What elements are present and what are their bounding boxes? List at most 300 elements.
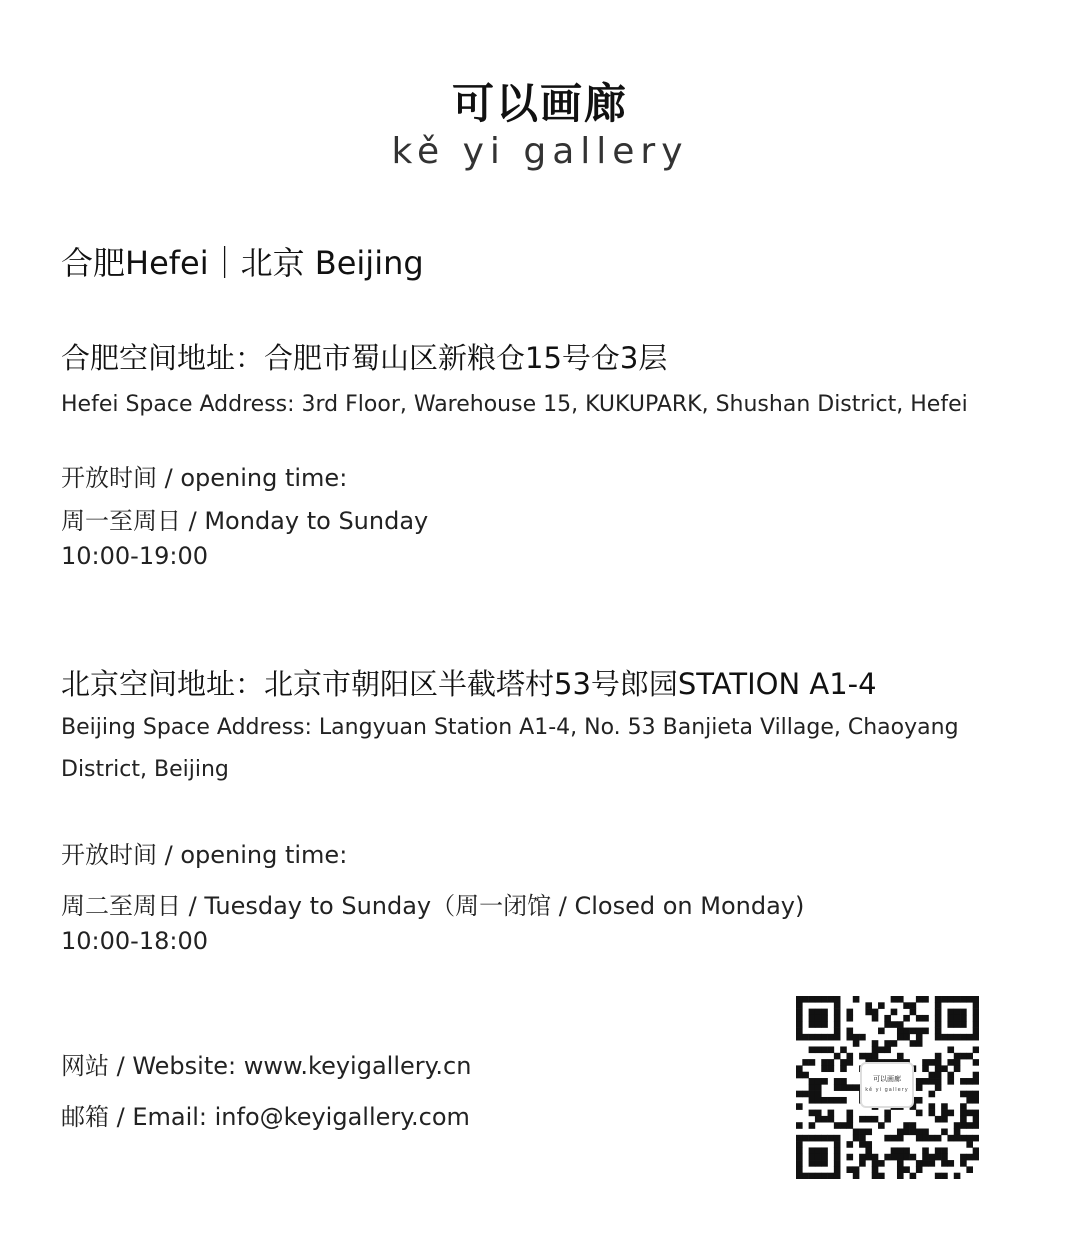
qr-module [929, 1103, 936, 1110]
qr-module [872, 1015, 879, 1022]
qr-module [954, 1021, 961, 1028]
qr-module [796, 1072, 803, 1079]
qr-module [891, 1040, 898, 1047]
qr-module [947, 1015, 954, 1022]
qr-module [846, 1028, 853, 1035]
qr-module [859, 1135, 866, 1142]
qr-module [809, 996, 816, 1003]
qr-module [796, 1009, 803, 1016]
qr-module [935, 1084, 942, 1091]
qr-module [960, 1009, 967, 1016]
qr-module [935, 1028, 942, 1035]
qr-module [884, 1046, 891, 1053]
qr-module [935, 1065, 942, 1072]
qr-module [809, 1135, 816, 1142]
qr-module [821, 1160, 828, 1167]
beijing-opening-hours: 10:00-18:00 [61, 927, 208, 955]
qr-module [865, 1002, 872, 1009]
qr-module [815, 1116, 822, 1123]
qr-module [973, 1147, 979, 1154]
qr-module [834, 1002, 841, 1009]
qr-module [954, 1059, 961, 1066]
qr-module [802, 1072, 809, 1079]
qr-module [973, 1097, 979, 1104]
qr-module [973, 1091, 979, 1098]
qr-module [884, 1116, 891, 1123]
qr-module [941, 1154, 948, 1161]
qr-module [954, 1122, 961, 1129]
gallery-logo [0, 78, 1080, 174]
qr-module [815, 1078, 822, 1085]
qr-module [859, 1154, 866, 1161]
qr-module [960, 1110, 967, 1117]
qr-module [846, 1009, 853, 1016]
qr-module [834, 1097, 841, 1104]
qr-module [954, 996, 961, 1003]
qr-module [828, 1034, 835, 1041]
qr-module [815, 1015, 822, 1022]
qr-module [815, 1147, 822, 1154]
qr-module [878, 1122, 885, 1129]
qr-module [828, 1173, 835, 1179]
qr-module [834, 1147, 841, 1154]
qr-module [973, 1059, 979, 1066]
qr-module [859, 1116, 866, 1123]
qr-module [846, 1154, 853, 1161]
qr-module [947, 1059, 954, 1066]
qr-module [916, 1034, 923, 1041]
qr-module [916, 1160, 923, 1167]
qr-module [821, 1065, 828, 1072]
qr-module [840, 1122, 847, 1129]
qr-module [916, 1015, 923, 1022]
qr-module [859, 1053, 866, 1060]
qr-module [828, 996, 835, 1003]
qr-module [859, 1141, 866, 1148]
qr-module [834, 1141, 841, 1148]
qr-module [815, 1160, 822, 1167]
qr-module [966, 1122, 973, 1129]
beijing-address-en: Beijing Space Address: Langyuan Station A1-4, No. 53 Banjieta Village, Chaoyang District, Beijing [61, 715, 959, 782]
qr-module [929, 1154, 936, 1161]
qr-module [859, 1160, 866, 1167]
qr-module [821, 1116, 828, 1123]
hefei-address-cn: 合肥空间地址：合肥市蜀山区新粮仓15号仓3层 [61, 341, 668, 375]
qr-module [809, 1078, 816, 1085]
qr-center-english: kě yi gallery [865, 1087, 909, 1093]
qr-module [802, 996, 809, 1003]
qr-module [878, 1160, 885, 1167]
qr-module [821, 1021, 828, 1028]
qr-module [929, 1072, 936, 1079]
qr-module [815, 1034, 822, 1041]
qr-module [941, 1065, 948, 1072]
qr-module [834, 1122, 841, 1129]
qr-module [796, 1065, 803, 1072]
qr-module [796, 1166, 803, 1173]
qr-module [916, 1028, 923, 1035]
qr-module [872, 1053, 879, 1060]
qr-module [872, 1116, 879, 1123]
qr-module [916, 1135, 923, 1142]
qr-module [872, 1040, 879, 1047]
qr-module [821, 1059, 828, 1066]
qr-module [872, 1009, 879, 1016]
qr-module [935, 1116, 942, 1123]
qr-module [929, 1110, 936, 1117]
qr-module [821, 1135, 828, 1142]
qr-module [929, 1059, 936, 1066]
qr-module [834, 1173, 841, 1179]
qr-module [941, 1103, 948, 1110]
qr-module [922, 1147, 929, 1154]
qr-module [802, 1059, 809, 1066]
qr-module [973, 1021, 979, 1028]
qr-module [966, 1091, 973, 1098]
qr-module [834, 1009, 841, 1016]
qr-module [815, 1097, 822, 1104]
qr-module [960, 1034, 967, 1041]
qr-module [947, 1110, 954, 1117]
qr-module [966, 1097, 973, 1104]
qr-module [809, 1046, 816, 1053]
qr-module [947, 1046, 954, 1053]
qr-module [935, 1034, 942, 1041]
qr-module [834, 1160, 841, 1167]
qr-module [828, 1097, 835, 1104]
qr-module [796, 1021, 803, 1028]
qr-module [884, 1015, 891, 1022]
logo-chinese-name: 可以画廊 [451, 79, 628, 128]
qr-module [954, 1034, 961, 1041]
qr-module [796, 1034, 803, 1041]
qr-module [960, 1021, 967, 1028]
qr-module [834, 1034, 841, 1041]
qr-module [834, 1053, 841, 1060]
qr-module [941, 1173, 948, 1179]
qr-module [954, 1135, 961, 1142]
qr-module [821, 1147, 828, 1154]
qr-module [802, 1135, 809, 1142]
qr-module [922, 1059, 929, 1066]
qr-module [878, 1173, 885, 1179]
qr-module [916, 996, 923, 1003]
qr-module [796, 1091, 803, 1098]
qr-module [960, 1091, 967, 1098]
qr-module [973, 1002, 979, 1009]
qr-module [872, 1160, 879, 1167]
hefei-opening-hours: 10:00-19:00 [61, 542, 208, 570]
qr-module [846, 1084, 853, 1091]
qr-module [973, 1122, 979, 1129]
qr-module [796, 1002, 803, 1009]
qr-module [809, 1110, 816, 1117]
qr-module [796, 1154, 803, 1161]
qr-module [891, 1147, 898, 1154]
qr-module [821, 1046, 828, 1053]
qr-module [821, 1154, 828, 1161]
qr-module [821, 1173, 828, 1179]
qr-module [897, 1173, 904, 1179]
qr-module [840, 1059, 847, 1066]
qr-module [872, 1166, 879, 1173]
qr-module [859, 1129, 866, 1136]
qr-module [865, 1141, 872, 1148]
qr-module [966, 1110, 973, 1117]
qr-module [935, 1015, 942, 1022]
qr-module [916, 1097, 923, 1104]
qr-module [828, 1046, 835, 1053]
qr-module [897, 1160, 904, 1167]
qr-module [897, 1166, 904, 1173]
qr-module [954, 1065, 961, 1072]
qr-module [910, 1154, 917, 1161]
qr-module [821, 1034, 828, 1041]
email-link[interactable]: 邮箱 / Email: info@keyigallery.com [61, 1103, 470, 1131]
qr-module [916, 1110, 923, 1117]
qr-module [891, 1021, 898, 1028]
qr-module [840, 1065, 847, 1072]
qr-module [910, 1122, 917, 1129]
qr-module [834, 1028, 841, 1035]
qr-module [903, 1122, 910, 1129]
qr-module [960, 1015, 967, 1022]
qr-module [872, 1173, 879, 1179]
qr-module [846, 1116, 853, 1123]
qr-module [796, 1135, 803, 1142]
qr-module [973, 1028, 979, 1035]
qr-module [815, 1154, 822, 1161]
qr-module [897, 1147, 904, 1154]
qr-module [815, 1046, 822, 1053]
qr-module [846, 1166, 853, 1173]
qr-module [935, 1002, 942, 1009]
qr-module [922, 1015, 929, 1022]
qr-module [973, 1034, 979, 1041]
qr-module [910, 1009, 917, 1016]
qr-module [815, 1091, 822, 1098]
qr-module [903, 1129, 910, 1136]
qr-module [903, 1002, 910, 1009]
qr-module [802, 1173, 809, 1179]
qr-center-logo [860, 1062, 914, 1108]
qr-module [897, 1154, 904, 1161]
qr-module [966, 1135, 973, 1142]
qr-module [809, 1021, 816, 1028]
qr-module [922, 1135, 929, 1142]
qr-module [954, 1053, 961, 1060]
qr-module [809, 1154, 816, 1161]
qr-module [828, 1059, 835, 1066]
qr-module [929, 1135, 936, 1142]
qr-module [960, 1103, 967, 1110]
qr-module [859, 1034, 866, 1041]
qr-module [960, 996, 967, 1003]
qr-module [954, 1129, 961, 1136]
beijing-opening-label: 开放时间 / opening time: [61, 841, 348, 869]
qr-module [947, 1078, 954, 1085]
qr-module [809, 1059, 816, 1066]
qr-module [935, 1135, 942, 1142]
qr-module [802, 1091, 809, 1098]
qr-module [796, 1141, 803, 1148]
qr-module [865, 1053, 872, 1060]
qr-module [884, 1110, 891, 1117]
qr-module [846, 1015, 853, 1022]
qr-module [973, 1110, 979, 1117]
qr-module [828, 1065, 835, 1072]
qr-module [973, 1009, 979, 1016]
qr-module [916, 1084, 923, 1091]
qr-module [796, 1173, 803, 1179]
qr-module [935, 1009, 942, 1016]
qr-module [846, 1122, 853, 1129]
qr-module [834, 1021, 841, 1028]
qr-module [878, 1028, 885, 1035]
qr-module [834, 996, 841, 1003]
qr-module [796, 1015, 803, 1022]
qr-module [910, 1040, 917, 1047]
qr-module [846, 1110, 853, 1117]
qr-module [815, 1084, 822, 1091]
qr-center-chinese: 可以画廊 [873, 1075, 901, 1083]
qr-module [935, 1072, 942, 1079]
qr-module [954, 1173, 961, 1179]
qr-module [947, 996, 954, 1003]
logo-english-name: kě yi gallery [391, 131, 689, 172]
qr-module [941, 1160, 948, 1167]
qr-module [809, 1009, 816, 1016]
qr-module [821, 1015, 828, 1022]
qr-module [846, 1053, 853, 1060]
qr-module [834, 1166, 841, 1173]
qr-module [922, 1160, 929, 1167]
qr-module [821, 1078, 828, 1085]
qr-module [878, 1046, 885, 1053]
qr-module [922, 996, 929, 1003]
website-link[interactable]: 网站 / Website: www.keyigallery.cn [61, 1052, 472, 1080]
qr-module [821, 1009, 828, 1016]
qr-module [935, 1059, 942, 1066]
qr-module [916, 1040, 923, 1047]
qr-module [809, 1015, 816, 1022]
qr-module [960, 1078, 967, 1085]
qr-module [960, 1154, 967, 1161]
qr-module [910, 1173, 917, 1179]
qr-module [897, 1028, 904, 1035]
qr-module [815, 1110, 822, 1117]
qr-module [897, 1135, 904, 1142]
qr-module [878, 1002, 885, 1009]
qr-module [947, 1021, 954, 1028]
qr-module [935, 996, 942, 1003]
qr-module [815, 996, 822, 1003]
qr-module [941, 1116, 948, 1123]
qr-module [935, 1078, 942, 1085]
qr-module [922, 1065, 929, 1072]
qr-module [809, 1160, 816, 1167]
qr-module [846, 1141, 853, 1148]
qr-module [809, 1084, 816, 1091]
qr-module [828, 1110, 835, 1117]
qr-module [947, 1009, 954, 1016]
qr-module [891, 1154, 898, 1161]
qr-module [840, 1046, 847, 1053]
qr-module [947, 1072, 954, 1079]
qr-module [916, 1129, 923, 1136]
qr-module [960, 1116, 967, 1123]
hefei-address-en: Hefei Space Address: 3rd Floor, Warehouse 15, KUKUPARK, Shushan District, Hefei [61, 392, 968, 417]
qr-module [815, 1135, 822, 1142]
qr-module [840, 1078, 847, 1085]
qr-module [815, 1009, 822, 1016]
qr-module [960, 1135, 967, 1142]
qr-module [973, 996, 979, 1003]
qr-module [903, 1166, 910, 1173]
qr-module [910, 1028, 917, 1035]
qr-module [834, 1015, 841, 1022]
qr-module [941, 996, 948, 1003]
qr-module [809, 1097, 816, 1104]
qr-module [884, 1135, 891, 1142]
qr-module [853, 1173, 860, 1179]
qr-module [960, 1160, 967, 1167]
beijing-opening-days: 周二至周日 / Tuesday to Sunday（周一闭馆 / Closed on Monday) [61, 892, 805, 920]
qr-module [884, 1154, 891, 1161]
qr-module [796, 996, 803, 1003]
qr-module [891, 1135, 898, 1142]
qr-module [815, 1173, 822, 1179]
beijing-address-cn: 北京空间地址：北京市朝阳区半截塔村53号郎园STATION A1-4 [61, 667, 877, 701]
qr-module [865, 1154, 872, 1161]
qr-module [922, 1154, 929, 1161]
qr-module [941, 1034, 948, 1041]
qr-module [916, 1166, 923, 1173]
qr-module [922, 1078, 929, 1085]
qr-module [834, 1084, 841, 1091]
qr-module [865, 1116, 872, 1123]
qr-module [796, 1028, 803, 1035]
qr-module [966, 1053, 973, 1060]
qr-module [828, 1135, 835, 1142]
qr-module [929, 1160, 936, 1167]
qr-module [897, 1053, 904, 1060]
qr-module [922, 1129, 929, 1136]
qr-module [834, 1078, 841, 1085]
qr-module [973, 1078, 979, 1085]
qr-module [796, 1122, 803, 1129]
qr-module [872, 1046, 879, 1053]
qr-module [809, 1173, 816, 1179]
qr-module [947, 1135, 954, 1142]
qr-module [853, 1084, 860, 1091]
qr-module [966, 1166, 973, 1173]
qr-module [973, 1072, 979, 1079]
qr-module [853, 996, 860, 1003]
qr-module [935, 1154, 942, 1161]
qr-module [891, 1009, 898, 1016]
qr-module [903, 1154, 910, 1161]
qr-module [935, 1147, 942, 1154]
qr-module [796, 1160, 803, 1167]
qr-module [865, 1009, 872, 1016]
qr-module [897, 1021, 904, 1028]
qr-module [954, 1009, 961, 1016]
qr-module [910, 1002, 917, 1009]
qr-module [796, 1147, 803, 1154]
qr-module [809, 1091, 816, 1098]
qr-module [840, 1084, 847, 1091]
